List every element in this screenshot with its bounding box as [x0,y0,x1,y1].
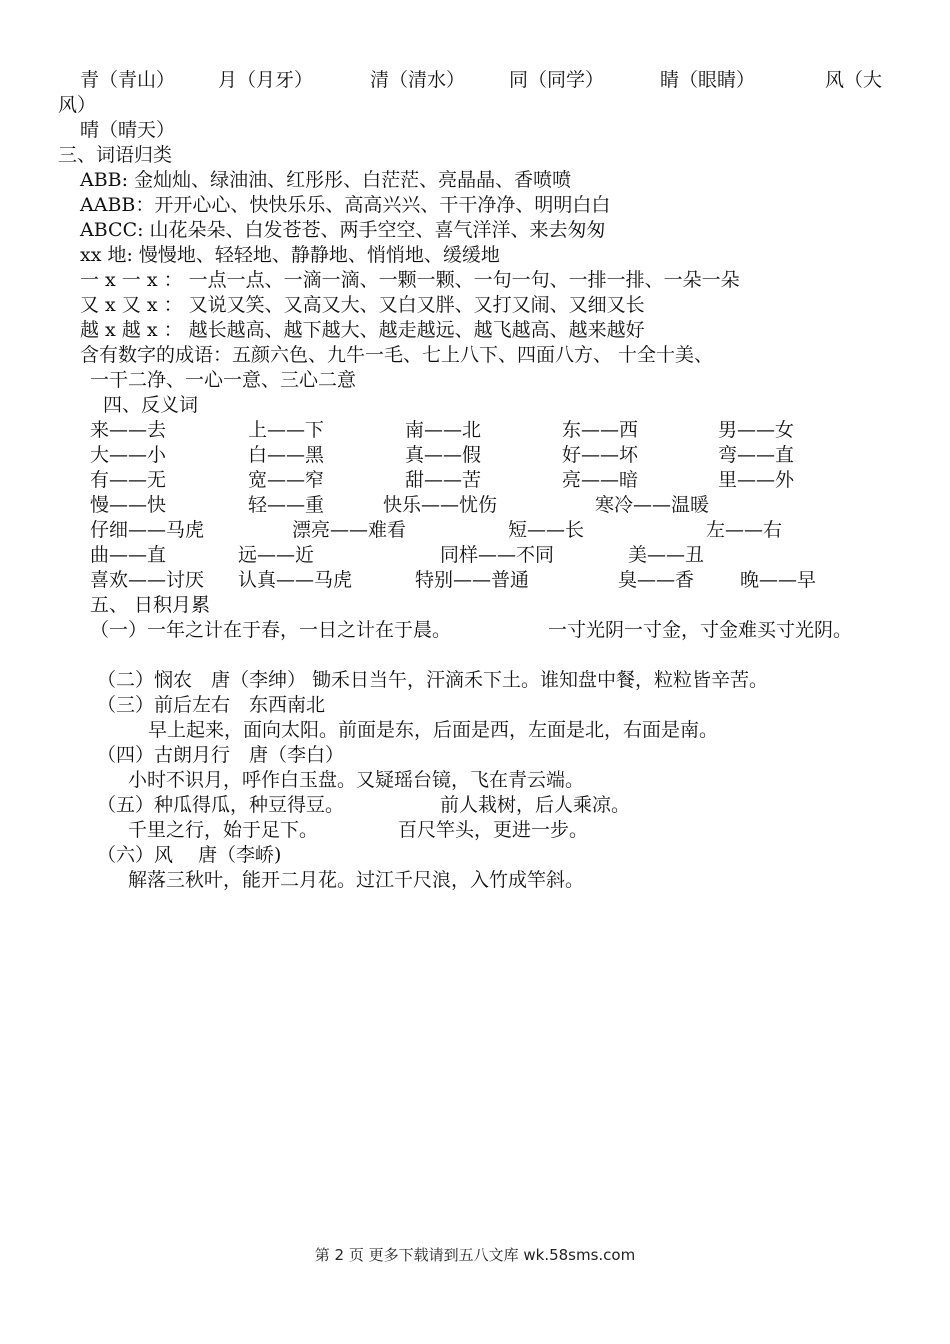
char-word-1: 青（青山） [80,69,176,91]
word-group-yi-x-yi-x: 一 x 一 x ： 一点一点、一滴一滴、一颗一颗、一句一句、一排一排、一朵一朵 [80,269,740,291]
word-group-number-idioms: 含有数字的成语：五颜六色、九牛一毛、七上八下、四面八方、 十全十美、 [80,344,714,366]
proverb-5a: （五）种瓜得瓜，种豆得豆。 [97,794,345,816]
antonym-pair: 好——坏 [562,444,639,466]
antonym-pair: 寒冷——温暖 [595,494,710,516]
antonym-pair: 男——女 [718,419,795,441]
antonym-pair: 来——去 [90,419,167,441]
antonym-pair: 南——北 [405,419,482,441]
word-group-aabb: AABB：开开心心、快快乐乐、高高兴兴、干干净净、明明白白 [80,194,611,216]
proverb-1a: （一）一年之计在于春，一日之计在于晨。 [90,619,452,641]
char-word-6: 风（大 [825,69,883,91]
page-footer: 第 2 页 更多下载请到五八文库 wk.58sms.com [314,1246,636,1264]
word-group-abcc: ABCC: 山花朵朵、白发苍苍、两手空空、喜气洋洋、来去匆匆 [80,219,606,241]
antonym-pair: 有——无 [90,469,167,491]
antonym-pair: 慢——快 [90,494,167,516]
antonym-pair: 短——长 [508,519,585,541]
antonym-pair: 认真——马虎 [238,569,353,591]
char-word-4: 同（同学） [509,69,605,91]
antonym-pair: 快乐——忧伤 [383,494,498,516]
antonym-pair: 左——右 [706,519,783,541]
item-4-title: （四）古朗月行 唐（李白） [97,744,345,766]
item-6-text: 解落三秋叶，能开二月花。过江千尺浪，入竹成竿斜。 [128,869,585,891]
antonym-pair: 真——假 [405,444,482,466]
section-4-title: 四、反义词 [103,394,199,416]
antonym-pair: 弯——直 [718,444,795,466]
section-3-title: 三、词语归类 [58,144,173,166]
char-word-7: 晴（晴天） [80,119,176,141]
antonym-pair: 同样——不同 [440,544,555,566]
antonym-pair: 喜欢——讨厌 [90,569,205,591]
char-word-2: 月（月牙） [218,69,314,91]
antonym-pair: 仔细——马虎 [90,519,205,541]
antonym-pair: 宽——窄 [248,469,325,491]
proverb-1b: 一寸光阴一寸金，寸金难买寸光阴。 [548,619,853,641]
antonym-pair: 轻——重 [248,494,325,516]
item-4-text: 小时不识月，呼作白玉盘。又疑瑶台镜，飞在青云端。 [128,769,585,791]
antonym-pair: 远——近 [238,544,315,566]
item-6-title: （六）风 唐（李峤) [97,844,282,866]
word-group-xxdi: xx 地: 慢慢地、轻轻地、静静地、悄悄地、缓缓地 [80,244,500,266]
word-group-yue-x-yue-x: 越 x 越 x ： 越长越高、越下越大、越走越远、越飞越高、越来越好 [80,319,645,341]
word-group-abb: ABB: 金灿灿、绿油油、红彤彤、白茫茫、亮晶晶、香喷喷 [80,169,572,191]
antonym-pair: 臭——香 [618,569,695,591]
proverb-5c: 千里之行，始于足下。 [128,819,319,841]
antonym-pair: 白——黑 [248,444,325,466]
char-word-5: 睛（眼睛） [660,69,756,91]
antonym-pair: 里——外 [718,469,795,491]
antonym-pair: 美——丑 [628,544,705,566]
char-word-6-cont: 风） [58,94,97,116]
antonym-pair: 甜——苦 [405,469,482,491]
char-word-3: 清（清水） [370,69,466,91]
antonym-pair: 亮——暗 [562,469,639,491]
word-group-number-idioms-cont: 一干二净、一心一意、三心二意 [90,369,357,391]
word-group-you-x-you-x: 又 x 又 x ： 又说又笑、又高又大、又白又胖、又打又闹、又细又长 [80,294,645,316]
item-3-title: （三）前后左右 东西南北 [97,694,326,716]
antonym-pair: 大——小 [90,444,167,466]
poem-min-nong: （二）悯农 唐（李绅） 锄禾日当午，汗滴禾下土。谁知盘中餐，粒粒皆辛苦。 [97,669,769,691]
proverb-5d: 百尺竿头，更进一步。 [398,819,589,841]
antonym-pair: 特别——普通 [415,569,530,591]
section-5-title: 五、 日积月累 [90,594,211,616]
proverb-5b: 前人栽树，后人乘凉。 [440,794,631,816]
antonym-pair: 晚——早 [740,569,817,591]
antonym-pair: 漂亮——难看 [292,519,407,541]
antonym-pair: 东——西 [562,419,639,441]
antonym-pair: 曲——直 [90,544,167,566]
antonym-pair: 上——下 [248,419,325,441]
item-3-text: 早上起来，面向太阳。前面是东，后面是西，左面是北，右面是南。 [148,719,719,741]
